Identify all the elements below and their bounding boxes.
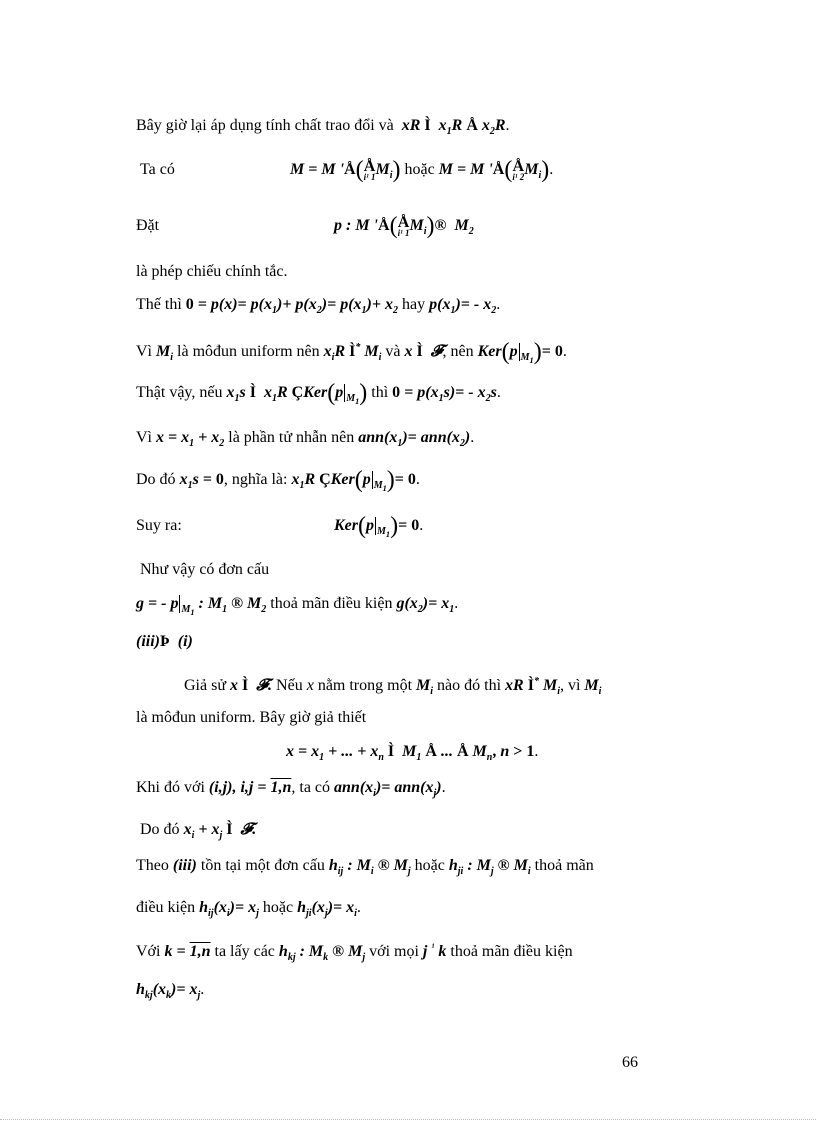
paragraph-line-20: điều kiện $h_{ij}(x_i)= x_j$ hoặc $h_{ji}(x_j)= x_i$. [136, 899, 361, 919]
paragraph-line-7: Thật vậy, nếu $x_1s$ Ì $x_1R$ ÇKer(p $_{M_1}$) thì $0 = p(x_1s)= - x_2s$. [136, 380, 501, 406]
label-ta-co: Ta có [140, 161, 175, 178]
paragraph-line-21: Với k = 1,n ta lấy các $h_{kj}$ : $M_k$ ® $M_j$ với mọi j $^{^1}$ k thoả mãn điều kiện [136, 942, 573, 963]
paragraph-line-15: là môđun uniform. Bây giờ giả thiết [136, 709, 367, 726]
paragraph-line-4: là phép chiếu chính tắc. [136, 263, 288, 280]
paragraph-line-10: Suy ra: [136, 517, 182, 534]
page-bottom-edge [0, 1119, 816, 1120]
proof-step-iii-implies-i: (iii)Þ (i) [136, 633, 193, 650]
paragraph-line-8: Vì $x = x_1 + x_2$ là phần tử nhẫn nên $ann(x_1)= ann(x_2)$. [136, 429, 475, 449]
paragraph-line-2 [140, 160, 175, 180]
paragraph-line-6: Vì $M_i$ là môđun uniform nên $x_iR$ Ì* $M_i$ và x Ì 𝓕, nên Ker(p $_{M_1}$)= 0. [136, 339, 567, 365]
equation-kernel-zero: Ker(p $_{M_1}$)= 0. [334, 513, 424, 539]
label-dat: Đặt [136, 217, 160, 234]
paragraph-line-22: $h_{kj}(x_k)= x_j$. [136, 981, 205, 1001]
equation-decomposition-x: $x = x_1$ + ... + $x_n$ Ì $M_1$ Å ... Å $M_n$, n > 1. [286, 743, 539, 763]
paragraph-line-3 [136, 216, 159, 236]
paragraph-line-9: Do đó $x_1s = 0$, nghĩa là: $x_1R$ ÇKer(p $_{M_1}$)= 0. [136, 467, 420, 493]
paragraph-line-12: g = - p $_{M_1}$ : $M_1$ ® $M_2$ thoả mãn điều kiện $g(x_2)= x_1$. [136, 595, 459, 617]
page-number: 66 [622, 1054, 638, 1071]
equation-decomposition: M = M 'Å( Å i¹ 1 $M_i$) hoặc M = M 'Å( Å i¹ 2 $M_i$). [290, 157, 554, 183]
paragraph-line-5: Thế thì $0 = p(x)= p(x_1)+ p(x_2)= p(x_1)+ x_2$ hay $p(x_1)= - x_2$. [136, 296, 501, 316]
paragraph-line-11: Như vậy có đơn cấu [140, 561, 270, 578]
paragraph-line-1: Bây giờ lại áp dụng tính chất trao đổi và xR Ì $x_1R$ Å $x_2R$. [136, 117, 510, 137]
paragraph-line-18: Do đó $x_i + x_j$ Ì 𝓕. [140, 821, 257, 841]
paragraph-line-19: Theo (iii) tồn tại một đơn cấu $h_{ij}$ : $M_i$ ® $M_j$ hoặc $h_{ji}$ : $M_j$ ® $M_i$ thoả mãn [136, 857, 594, 877]
paragraph-line-17: Khi đó với (i,j), i,j = 1,n, ta có $ann(x_i)= ann(x_j)$. [136, 779, 446, 799]
paragraph-line-14: Giả sử x Ì 𝓕. Nếu x nằm trong một $M_i$ nào đó thì xR Ì* $M_i$, vì $M_i$ [184, 676, 602, 697]
equation-projection: p : M 'Å( Å i¹ 1 $M_i)®$ $M_2$ [334, 213, 474, 239]
text: Bây giờ lại áp dụng tính chất trao đổi và [136, 117, 394, 134]
